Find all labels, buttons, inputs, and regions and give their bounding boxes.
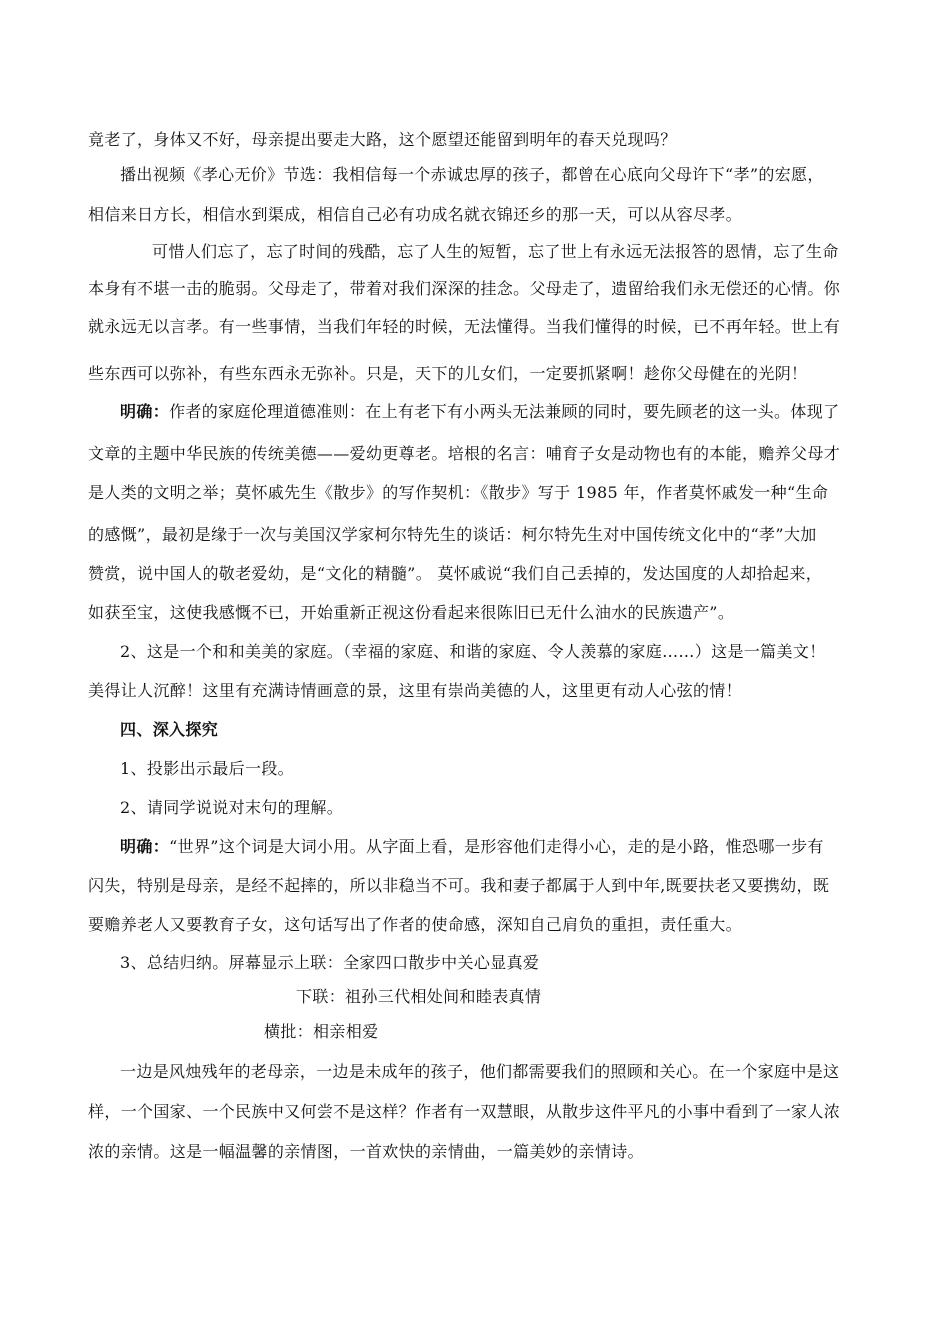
paragraph-line: 就永远无以言孝。有一些事情，当我们年轻的时候，无法懂得。当我们懂得的时候，已不再年轻。世上有 (88, 317, 841, 336)
paragraph-line: 可惜人们忘了，忘了时间的残酷，忘了人生的短暂，忘了世上有永远无法报答的恩情，忘了生命 (152, 242, 839, 261)
paragraph-text: 作者的家庭伦理道德准则：在上有老下有小两头无法兼顾的同时，要先顾老的这一头。体现了 (169, 402, 840, 421)
paragraph-line: 的感慨”，最初是缘于一次与美国汉学家柯尔特先生的谈话：柯尔特先生对中国传统文化中的“孝”大加 (88, 525, 817, 544)
couplet-lower: 下联：祖孙三代相处间和睦表真情 (296, 987, 542, 1006)
paragraph-line: 一边是风烛残年的老母亲，一边是未成年的孩子，他们都需要我们的照顾和关心。在一个家庭中是这 (120, 1062, 840, 1081)
section-heading: 四、深入探究 (120, 720, 219, 739)
paragraph-line: 播出视频《孝心无价》节选：我相信每一个赤诚忠厚的孩子，都曾在心底向父母许下“孝”的宏愿， (120, 165, 824, 184)
paragraph-line: 1、投影出示最后一段。 (120, 759, 295, 778)
paragraph-line: 2、请同学说说对末句的理解。 (120, 798, 344, 817)
paragraph-line: 要赡养老人又要教育子女，这句话写出了作者的使命感，深知自己肩负的重担，责任重大。 (88, 915, 743, 934)
paragraph-line: 美得让人沉醉！这里有充满诗情画意的景，这里有崇尚美德的人，这里更有动人心弦的情！ (88, 681, 743, 700)
paragraph-line: 赞赏，说中国人的敬老爱幼，是“文化的精髓”。 莫怀戚说“我们自己丢掉的，发达国度的人却拾起来， (88, 564, 823, 583)
paragraph-line: 文章的主题中华民族的传统美德——爱幼更尊老。培根的名言：哺育子女是动物也有的本能，赡养父母才 (88, 444, 841, 463)
couplet-horizontal: 横批：相亲相爱 (264, 1022, 379, 1041)
paragraph-line (120, 837, 824, 857)
paragraph-line: 相信来日方长，相信水到渠成，相信自己必有功成名就衣锦还乡的那一天，可以从容尽孝。 (88, 205, 743, 224)
paragraph-line: 竟老了，身体又不好，母亲提出要走大路，这个愿望还能留到明年的春天兑现吗？ (88, 130, 677, 149)
paragraph-line: 2、这是一个和和美美的家庭。（幸福的家庭、和谐的家庭、令人羡慕的家庭……）这是一篇美文！ (120, 642, 826, 661)
clarify-label: 明确： (120, 402, 170, 421)
paragraph-line: 浓的亲情。这是一幅温馨的亲情图，一首欢快的亲情曲，一篇美妙的亲情诗。 (88, 1142, 644, 1161)
paragraph-line: 是人类的文明之举；莫怀戚先生《散步》的写作契机：《散步》写于 1985 年，作者莫怀戚发一种“生命 (88, 483, 829, 502)
couplet-upper: 3、总结归纳。屏幕显示上联：全家四口散步中关心显真爱 (120, 953, 540, 972)
paragraph-line (120, 402, 839, 422)
paragraph-line: 如获至宝，这使我感慨不已，开始重新正视这份看起来很陈旧已无什么油水的民族遗产”。 (88, 603, 735, 622)
paragraph-line: 些东西可以弥补，有些东西永无弥补。只是，天下的儿女们，一定要抓紧啊！趁你父母健在的光阴！ (88, 364, 808, 383)
paragraph-line: 闪失，特别是母亲，是经不起摔的，所以非稳当不可。我和妻子都属于人到中年,既要扶老又要携幼，既 (88, 876, 830, 895)
clarify-label: 明确： (120, 837, 170, 856)
paragraph-text: “世界”这个词是大词小用。从字面上看，是形容他们走得小心，走的是小路，惟恐哪一步有 (169, 837, 824, 856)
paragraph-line: 本身有不堪一击的脆弱。父母走了，带着对我们深深的挂念。父母走了，遗留给我们永无偿还的心情。你 (88, 279, 841, 298)
paragraph-line: 样，一个国家、一个民族中又何尝不是这样？作者有一双慧眼，从散步这件平凡的小事中看到了一家人浓 (88, 1102, 841, 1121)
